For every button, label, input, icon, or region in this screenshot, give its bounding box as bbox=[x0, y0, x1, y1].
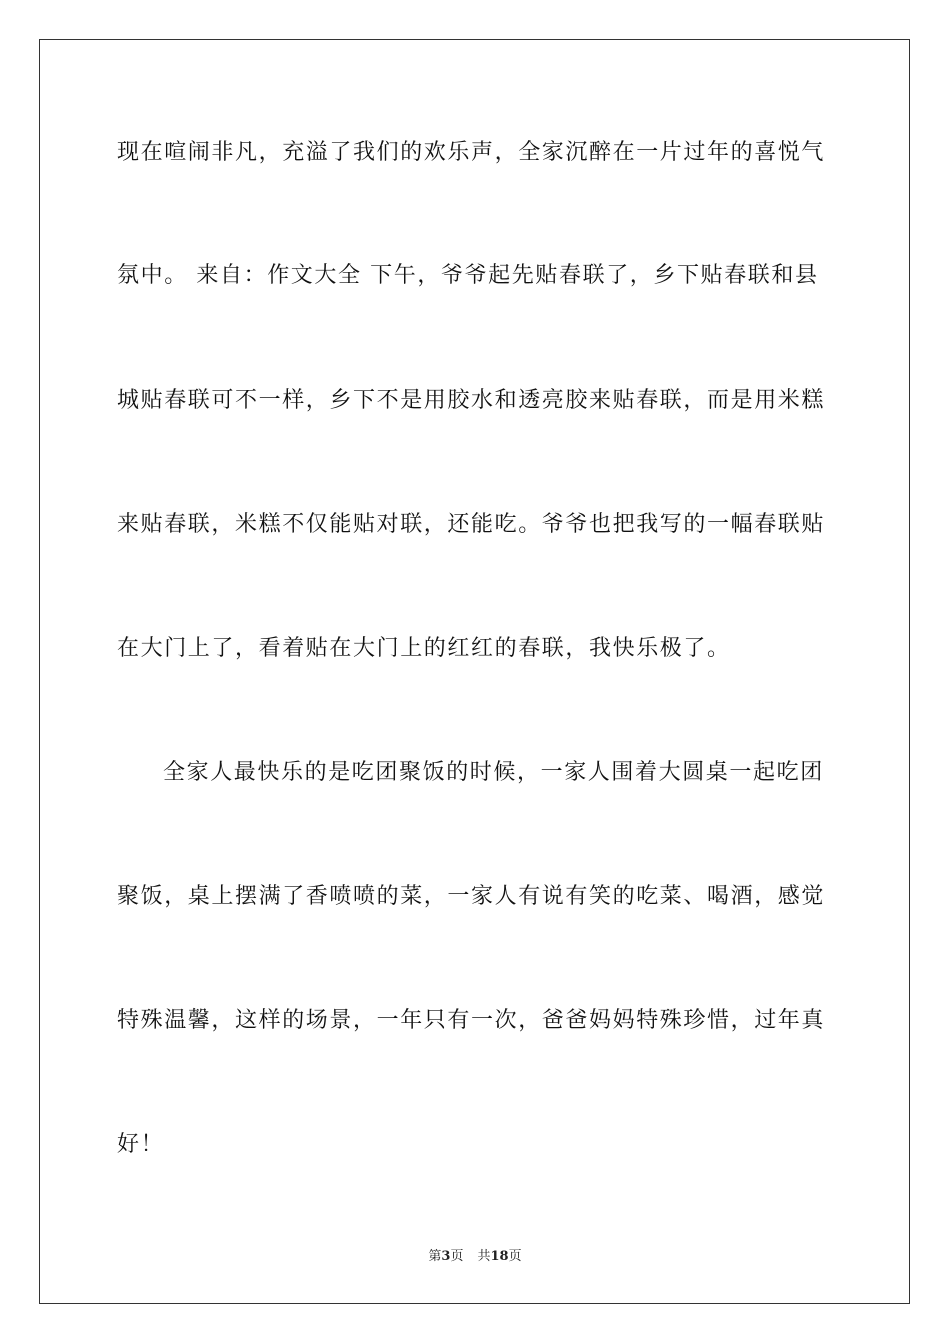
text-line: 聚饭，桌上摆满了香喷喷的菜，一家人有说有笑的吃菜、喝酒，感觉 bbox=[117, 884, 826, 909]
page-suffix: 页 bbox=[450, 1249, 464, 1264]
text-line: 来贴春联，米糕不仅能贴对联，还能吃。爷爷也把我写的一幅春联贴 bbox=[117, 512, 826, 537]
total-pages: 18 bbox=[490, 1249, 509, 1264]
text-line: 特殊温馨，这样的场景，一年只有一次，爸爸妈妈特殊珍惜，过年真 bbox=[117, 1008, 826, 1033]
text-line: 在大门上了，看着贴在大门上的红红的春联，我快乐极了。 bbox=[117, 636, 731, 661]
total-prefix: 共 bbox=[477, 1249, 491, 1264]
text-line: 好！ bbox=[117, 1132, 165, 1157]
paragraph-first-line: 全家人最快乐的是吃团聚饭的时候，一家人围着大圆桌一起吃团 bbox=[163, 760, 824, 785]
page-footer bbox=[0, 1248, 950, 1266]
text-line: 现在喧闹非凡，充溢了我们的欢乐声，全家沉醉在一片过年的喜悦气 bbox=[117, 140, 826, 165]
page-prefix: 第 bbox=[428, 1249, 442, 1264]
text-line: 氛中。 来自：作文大全 下午，爷爷起先贴春联了，乡下贴春联和县 bbox=[117, 263, 819, 288]
text-line: 城贴春联可不一样，乡下不是用胶水和透亮胶来贴春联，而是用米糕 bbox=[117, 388, 826, 413]
total-suffix: 页 bbox=[508, 1249, 522, 1264]
page-number: 3 bbox=[441, 1249, 451, 1264]
page-border bbox=[39, 39, 910, 1304]
